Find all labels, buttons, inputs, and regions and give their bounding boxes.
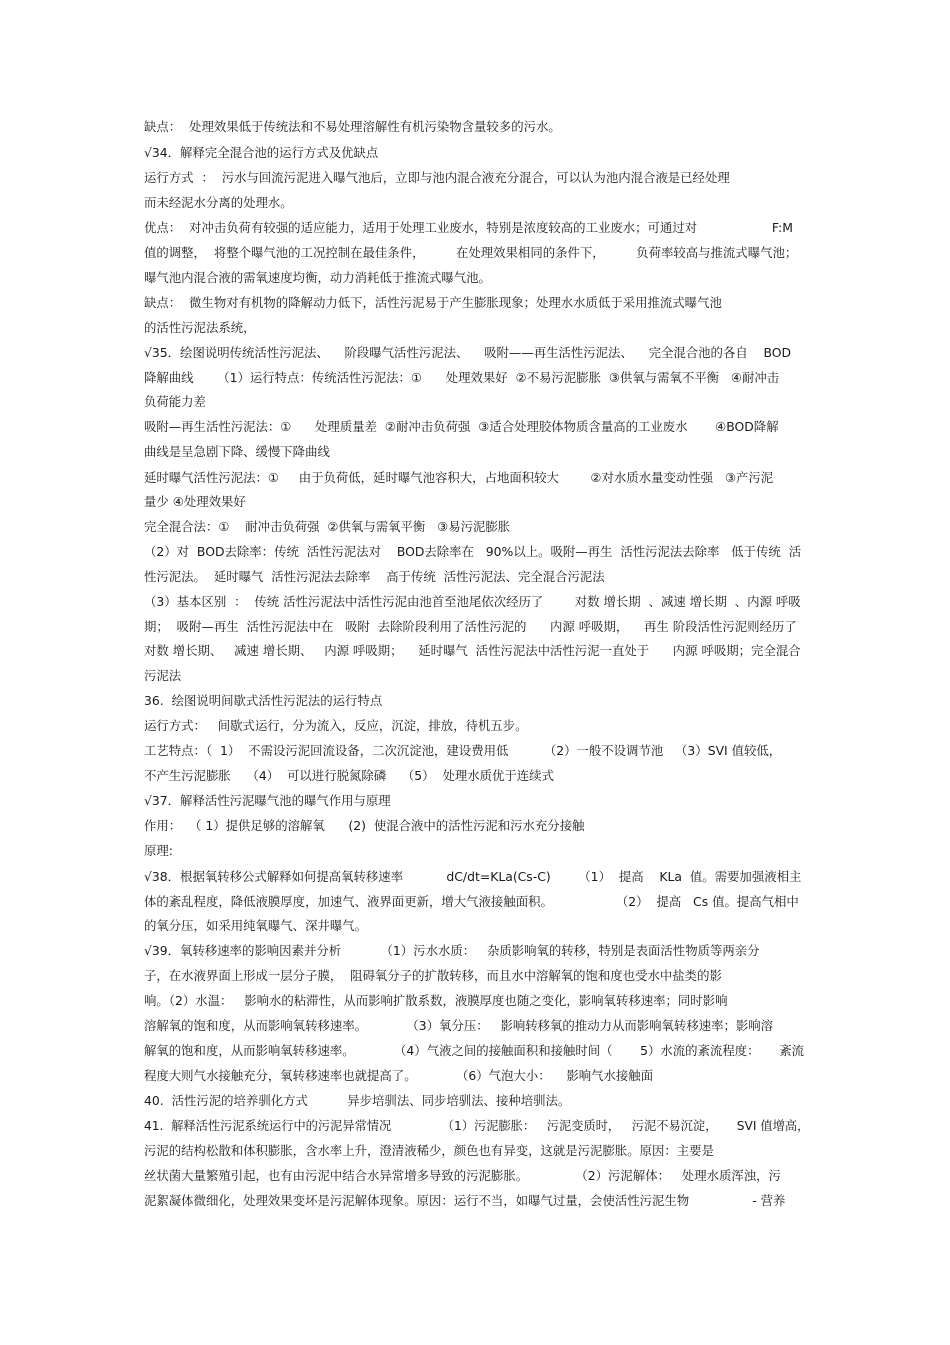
text-line: 污泥法: [144, 668, 182, 683]
text-line: 的氧分压，如采用纯氧曝气、深井曝气。: [144, 918, 368, 933]
text-line: √34．解释完全混合池的运行方式及优缺点: [144, 145, 379, 160]
text-line: 缺点： 处理效果低于传统法和不易处理溶解性有机污染物含量较多的污水。: [144, 119, 561, 134]
text-line: 程度大则气水接触充分，氧转移速率也就提高了。 （6）气泡大小： 影响气水接触面: [144, 1068, 654, 1083]
text-line: 量少 ④处理效果好: [144, 494, 246, 509]
text-line: 40. 活性污泥的培养驯化方式 异步培驯法、同步培驯法、接种培驯法。: [144, 1093, 571, 1108]
text-line: 降解曲线 （1）运行特点：传统活性污泥法：① 处理效果好 ②不易污泥膨胀 ③供氧与需氧不平衡 ④耐冲击: [144, 370, 780, 385]
text-line: 运行方式 ： 污水与回流污泥进入曝气池后，立即与池内混合液充分混合，可以认为池内混合液是已经处理: [144, 170, 730, 185]
text-line: 性污泥法。 延时曝气 活性污泥法去除率 高于传统 活性污泥法、完全混合污泥法: [144, 569, 605, 584]
text-line: 子，在水液界面上形成一层分子膜， 阻碍氧分子的扩散转移，而且水中溶解氧的饱和度也受水中盐类的影: [144, 968, 722, 983]
text-line: 延时曝气活性污泥法：① 由于负荷低，延时曝气池容积大，占地面积较大 ②对水质水量变动性强 ③产污泥: [144, 470, 774, 485]
text-line: 作用： （ 1）提供足够的溶解氧 (2) 使混合液中的活性污泥和污水充分接触: [144, 818, 585, 833]
text-line: （2）对 BOD去除率：传统 活性污泥法对 BOD去除率在 90%以上。吸附—再生 活性污泥法去除率 低于传统 活: [144, 544, 802, 559]
text-line: 工艺特点：（ 1） 不需设污泥回流设备，二次沉淀池，建设费用低 （2）一般不设调节池 （3）SVI 值较低，: [144, 743, 782, 758]
text-line: 吸附—再生活性污泥法：① 处理质量差 ②耐冲击负荷强 ③适合处理胶体物质含量高的工业废水 ④BOD降解: [144, 419, 779, 434]
text-line: 优点： 对冲击负荷有较强的适应能力，适用于处理工业废水，特别是浓度较高的工业废水；可通过对 F:M: [144, 220, 793, 235]
text-line: 的活性污泥法系统，: [144, 320, 256, 335]
text-line: 值的调整， 将整个曝气池的工况控制在最佳条件， 在处理效果相同的条件下， 负荷率较高与推流式曝气池；: [144, 245, 798, 260]
text-line: 41. 解释活性污泥系统运行中的污泥异常情况 （1）污泥膨胀： 污泥变质时， 污泥不易沉淀， SVI 值增高，: [144, 1118, 810, 1133]
text-line: 溶解氧的饱和度，从而影响氧转移速率。 （3）氧分压： 影响转移氧的推动力从而影响氧转移速率；影响溶: [144, 1018, 774, 1033]
text-line: 原理:: [144, 843, 173, 858]
text-line: 曲线是呈急剧下降、缓慢下降曲线: [144, 444, 330, 459]
text-line: 期； 吸附—再生 活性污泥法中在 吸附 去除阶段利用了活性污泥的 内源 呼吸期， 再生 阶段活性污泥则经历了: [144, 619, 797, 634]
text-line: 泥絮凝体微细化，处理效果变坏是污泥解体现象。原因：运行不当，如曝气过量，会使活性污泥生物 - 营养: [144, 1193, 786, 1208]
text-line: √35．绘图说明传统活性污泥法、 阶段曝气活性污泥法、 吸附——再生活性污泥法、 完全混合池的各自 BOD: [144, 345, 792, 360]
text-line: √38．根据氧转移公式解释如何提高氧转移速率 dC/dt=KLa(Cs-C) （1） 提高 KLa 值。需要加强液相主: [144, 869, 802, 884]
text-line: √39．氧转移速率的影响因素并分析 （1）污水水质： 杂质影响氧的转移，特别是表面活性物质等两亲分: [144, 943, 760, 958]
text-line: 解氧的饱和度，从而影响氧转移速率。 （4）气液之间的接触面积和接触时间（ 5）水流的紊流程度： 紊流: [144, 1043, 804, 1058]
text-line: （3）基本区别 ： 传统 活性污泥法中活性污泥由池首至池尾依次经历了 对数 增长期 、减速 增长期 、内源 呼吸: [144, 594, 801, 609]
text-line: 缺点： 微生物对有机物的降解动力低下，活性污泥易于产生膨胀现象；处理水水质低于采用推流式曝气池: [144, 295, 722, 310]
text-line: √37．解释活性污泥曝气池的曝气作用与原理: [144, 793, 391, 808]
text-line: 对数 增长期、 减速 增长期、 内源 呼吸期； 延时曝气 活性污泥法中活性污泥一直处于 内源 呼吸期；完全混合: [144, 643, 801, 658]
text-line: 完全混合法：① 耐冲击负荷强 ②供氧与需氧平衡 ③易污泥膨胀: [144, 519, 511, 534]
text-line: 曝气池内混合液的需氧速度均衡，动力消耗低于推流式曝气池。: [144, 270, 491, 285]
text-line: 负荷能力差: [144, 394, 206, 409]
text-line: 丝状菌大量繁殖引起，也有由污泥中结合水异常增多导致的污泥膨胀。 （2）污泥解体： 处理水质浑浊，污: [144, 1168, 781, 1183]
text-line: 运行方式： 间歇式运行，分为流入，反应，沉淀，排放，待机五步。: [144, 718, 528, 733]
text-line: 36. 绘图说明间歇式活性污泥法的运行特点: [144, 693, 383, 708]
text-line: 而未经泥水分离的处理水。: [144, 195, 293, 210]
text-line: 体的紊乱程度，降低液膜厚度，加速气、液界面更新，增大气液接触面积。 （2） 提高 Cs 值。提高气相中: [144, 894, 799, 909]
text-line: 响。（2）水温： 影响水的粘滞性，从而影响扩散系数，液膜厚度也随之变化，影响氧转移速率；同时影响: [144, 993, 728, 1008]
text-line: 污泥的结构松散和体积膨胀，含水率上升，澄清液稀少，颜色也有异变，这就是污泥膨胀。原因：主要是: [144, 1143, 714, 1158]
text-line: 不产生污泥膨胀 （4） 可以进行脱氮除磷 （5） 处理水质优于连续式: [144, 768, 554, 783]
